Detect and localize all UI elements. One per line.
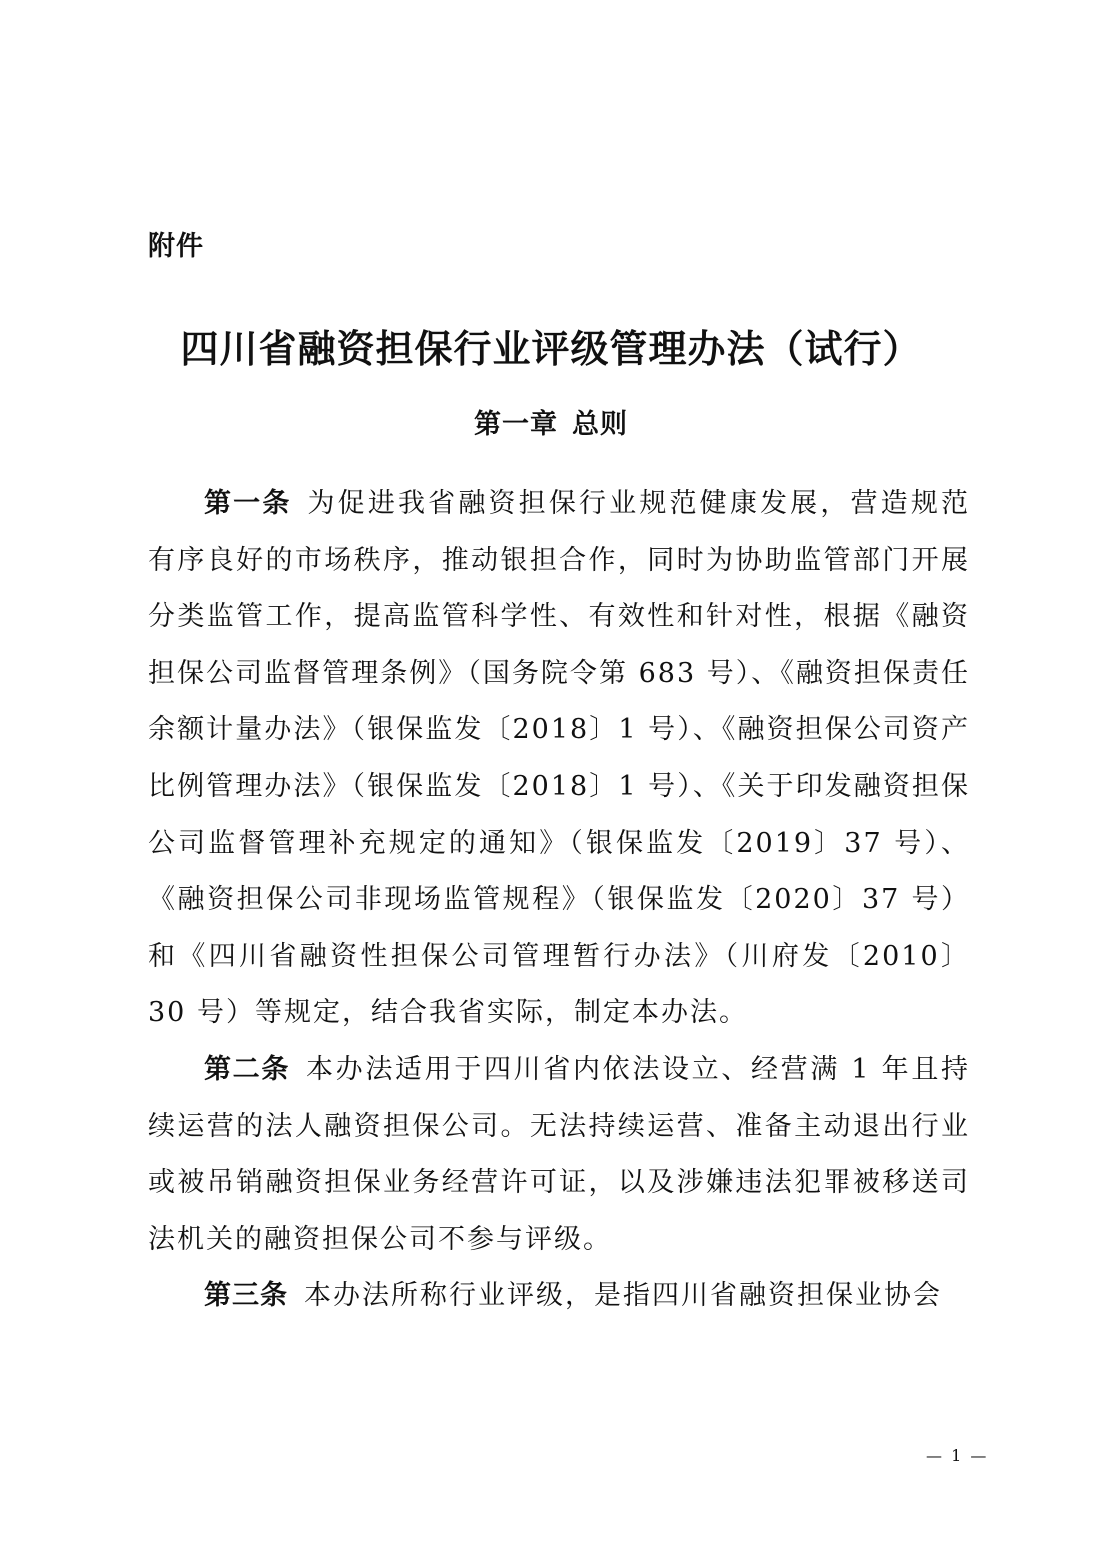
attachment-label: 附件	[148, 231, 204, 262]
document-body	[148, 476, 970, 1325]
chapter-number: 第一章	[474, 409, 558, 440]
article-1	[148, 476, 970, 1042]
page-number: — 1 —	[926, 1446, 989, 1465]
article-text: 为促进我省融资担保行业规范健康发展，营造规范有序良好的市场秩序，推动银担合作，同时为协助监管部门开展分类监管工作，提高监管科学性、有效性和针对性，根据《融资担保公司监督管理条例》（国务院令第 683 号）、《融资担保责任余额计量办法》（银保监发〔2018〕1 号）、《融资担保公司资产比例管理办法》（银保监发〔2018〕1 号）、《关于印发融资担保公司监督管理补充规定的通知》（银保监发〔2019〕37 号）、《融资担保公司非现场监管规程》（银保监发〔2020〕37 号）和《四川省融资性担保公司管理暂行办法》（川府发〔2010〕30 号）等规定，结合我省实际，制定本办法。	[148, 488, 970, 1029]
article-label: 第一条	[204, 488, 292, 519]
document-title: 四川省融资担保行业评级管理办法（试行）	[180, 326, 922, 371]
article-3	[148, 1268, 970, 1325]
article-label: 第二条	[204, 1053, 290, 1085]
article-label: 第三条	[204, 1280, 288, 1312]
article-text: 本办法适用于四川省内依法设立、经营满 1 年且持续运营的法人融资担保公司。无法持续运营、准备主动退出行业或被吊销融资担保业务经营许可证，以及涉嫌违法犯罪被移送司法机关的融资担保公司不参与评级。	[148, 1053, 970, 1255]
chapter-heading	[0, 402, 1102, 441]
article-2	[148, 1042, 970, 1268]
article-text: 本办法所称行业评级，是指四川省融资担保业协会	[304, 1280, 942, 1312]
chapter-name: 总则	[572, 409, 628, 440]
